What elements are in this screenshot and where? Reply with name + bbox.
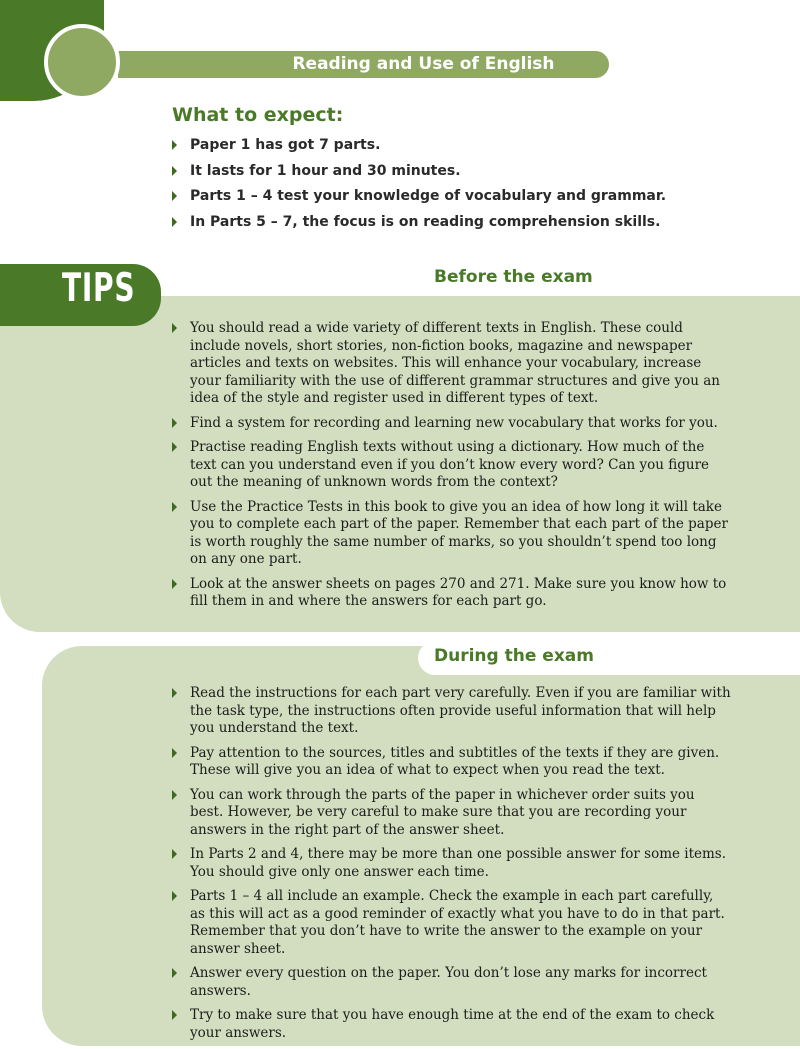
- bullet-icon: [172, 166, 177, 176]
- circle-decoration: [44, 24, 120, 100]
- during-exam-list: [172, 685, 732, 1049]
- tip-text: Pay attention to the sources, titles and subtitles of the texts if they are given. These will give you an idea of what to expect when you read the text.: [190, 744, 720, 778]
- tip-item: [172, 415, 732, 433]
- bullet-icon: [172, 1010, 177, 1020]
- before-exam-list: [172, 320, 732, 618]
- expect-item: [172, 162, 666, 188]
- tip-item: [172, 846, 732, 881]
- what-to-expect-list: [172, 136, 666, 238]
- tip-text: Answer every question on the paper. You don’t lose any marks for incorrect answers.: [190, 965, 707, 999]
- bullet-icon: [172, 140, 177, 150]
- tip-text: Try to make sure that you have enough time at the end of the exam to check your answers.: [190, 1007, 715, 1041]
- expect-item: [172, 136, 666, 162]
- bullet-icon: [172, 217, 177, 227]
- expect-item-text: Paper 1 has got 7 parts.: [190, 137, 381, 153]
- during-exam-heading: During the exam: [434, 646, 594, 666]
- section-title-bar: [118, 51, 609, 78]
- expect-item-text: It lasts for 1 hour and 30 minutes.: [190, 162, 461, 179]
- tip-item: [172, 685, 732, 738]
- tip-item: [172, 965, 732, 1000]
- bullet-icon: [172, 418, 177, 428]
- tip-item: [172, 1007, 732, 1042]
- tips-tab: [0, 264, 161, 326]
- bullet-icon: [172, 968, 177, 978]
- bullet-icon: [172, 442, 177, 452]
- bullet-icon: [172, 748, 177, 758]
- what-to-expect-heading: What to expect:: [172, 104, 344, 126]
- expect-item: [172, 213, 666, 239]
- tip-item: [172, 787, 732, 840]
- expect-item: [172, 187, 666, 213]
- tip-item: [172, 745, 732, 780]
- bullet-icon: [172, 849, 177, 859]
- tip-text: Find a system for recording and learning new vocabulary that works for you.: [190, 414, 718, 431]
- bullet-icon: [172, 579, 177, 589]
- during-exam-tab: [418, 641, 800, 675]
- bullet-icon: [172, 502, 177, 512]
- tip-text: Read the instructions for each part very carefully. Even if you are familiar with the task type, the instructions often provide useful information that will help you understand the text.: [190, 685, 731, 736]
- section-title: Reading and Use of English: [292, 54, 555, 74]
- tip-item: [172, 320, 732, 408]
- bullet-icon: [172, 790, 177, 800]
- tip-text: You should read a wide variety of different texts in English. These could include novels, short stories, non-fiction books, magazine and newspaper articles and texts on websites. This will enhance your vocabulary, increase your familiarity with the use of different grammar structures and give you an idea of the style and register used in different types of text.: [190, 320, 720, 406]
- before-exam-heading: Before the exam: [434, 267, 593, 287]
- bullet-icon: [172, 191, 177, 201]
- tip-item: [172, 576, 732, 611]
- bullet-icon: [172, 891, 177, 901]
- before-exam-tab: [418, 262, 800, 296]
- tips-label: TIPS: [62, 266, 136, 311]
- bullet-icon: [172, 688, 177, 698]
- expect-item-text: In Parts 5 – 7, the focus is on reading comprehension skills.: [190, 213, 661, 230]
- tip-text: Parts 1 – 4 all include an example. Check the example in each part carefully, as this will act as a good reminder of exactly what you have to do in that part. Remember that you don’t have to write the answer to the example on your answer sheet.: [190, 888, 725, 957]
- tip-text: Look at the answer sheets on pages 270 and 271. Make sure you know how to fill them in and where the answers for each part go.: [190, 575, 727, 609]
- expect-item-text: Parts 1 – 4 test your knowledge of vocabulary and grammar.: [190, 188, 667, 204]
- tip-text: Use the Practice Tests in this book to give you an idea of how long it will take you to complete each part of the paper. Remember that each part of the paper is worth roughly the same number of marks, so you shouldn’t spend too long on any one part.: [190, 498, 728, 567]
- tip-item: [172, 888, 732, 958]
- tip-text: In Parts 2 and 4, there may be more than one possible answer for some items. You should give only one answer each time.: [190, 846, 727, 880]
- tip-item: [172, 499, 732, 569]
- bullet-icon: [172, 323, 177, 333]
- tip-text: Practise reading English texts without using a dictionary. How much of the text can you understand even if you don’t know every word? Can you figure out the meaning of unknown words from the context?: [190, 439, 710, 490]
- tip-text: You can work through the parts of the paper in whichever order suits you best. However, be very careful to make sure that you are recording your answers in the right part of the answer sheet.: [190, 786, 695, 838]
- tip-item: [172, 439, 732, 492]
